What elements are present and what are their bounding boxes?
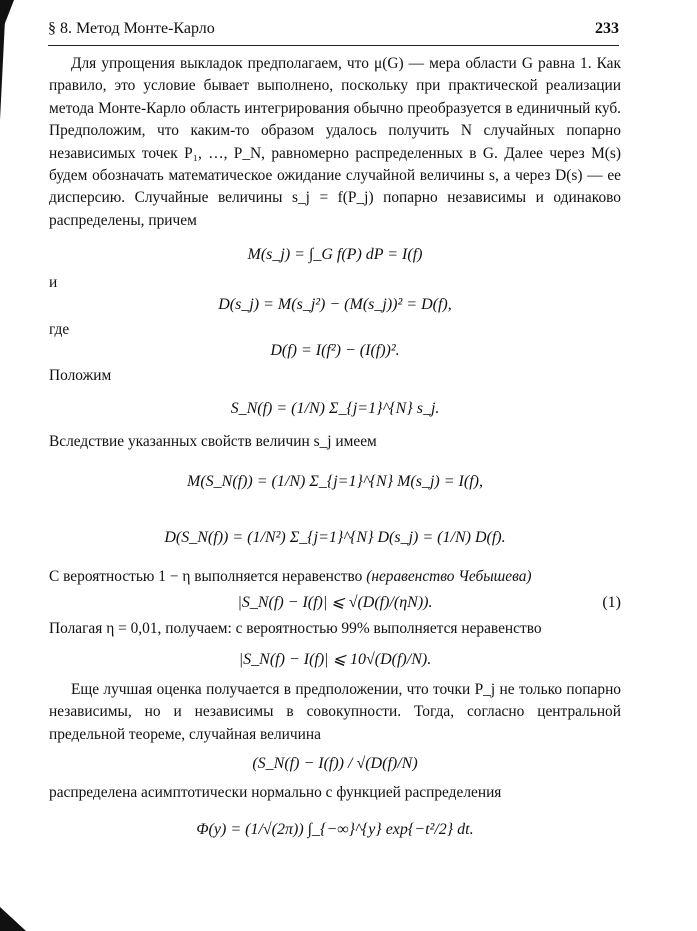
paragraph-distributed: распределена асимптотически нормально с функцией распределения: [49, 783, 502, 801]
formula-normalized: (S_N(f) − I(f)) / √(D(f)/N): [252, 754, 418, 772]
page-body: [49, 53, 621, 856]
header-rule: [48, 45, 619, 46]
paragraph-chebyshev: [49, 566, 621, 588]
formula-chebyshev: [49, 588, 621, 618]
paragraph-intro: Для упрощения выкладок предполагаем, что μ(G) — мера области G равна 1. Как правило, это условие бывает выполнено, поскольку при практической реализации метода Монте-Карло область интегрирования обычно преобразуется в единичный куб. Предположим, что каким-то образом удалось получить N случайных попарно независимых точек P₁, …, P_N, равномерно распределенных в G. Далее через M(s) будем обозначать математическое ожидание случайной величины s, а через D(s) — ее дисперсию. Случайные величины s_j = f(P_j) попарно независимы и одинаково распределены, причем: [49, 55, 621, 229]
formula-variance-of-sn: D(S_N(f)) = (1/N²) Σ_{j=1}^{N} D(s_j) = (1/N) D(f).: [164, 528, 506, 546]
paragraph-consequence: Вследствие указанных свойств величин s_j имеем: [49, 433, 377, 451]
chebyshev-name: (неравенство Чебышева): [366, 567, 532, 585]
paragraph-clt: Еще лучшая оценка получается в предположении, что точки P_j не только попарно независимы, но и независимы в совокупности. Тогда, согласно центральной предельной теореме, случайная величина: [49, 680, 621, 743]
formula-expectation: M(s_j) = ∫_G f(P) dP = I(f): [247, 246, 423, 264]
formula-mean-of-sn: M(S_N(f)) = (1/N) Σ_{j=1}^{N} M(s_j) = I(f),: [187, 472, 483, 490]
chebyshev-intro: С вероятностью 1 − η выполняется неравенство: [49, 567, 363, 585]
text-where: где: [49, 320, 70, 338]
page-header: [48, 20, 619, 42]
text-and: и: [49, 274, 58, 292]
text-let: Положим: [49, 367, 112, 385]
formula-sample-mean: S_N(f) = (1/N) Σ_{j=1}^{N} s_j.: [230, 400, 440, 418]
formula-variance-sj: D(s_j) = M(s_j²) − (M(s_j))² = D(f),: [218, 295, 452, 313]
scan-edge-shadow: [0, 0, 6, 120]
paragraph-eta: Полагая η = 0,01, получаем: с вероятностью 99% выполняется неравенство: [49, 620, 542, 638]
equation-number: (1): [602, 594, 621, 612]
chebyshev-inequality: |S_N(f) − I(f)| ⩽ √(D(f)/(ηN)).: [237, 594, 433, 612]
formula-normal-cdf: Φ(y) = (1/√(2π)) ∫_{−∞}^{y} exp{−t²/2} dt.: [196, 821, 474, 839]
formula-99-percent: |S_N(f) − I(f)| ⩽ 10√(D(f)/N).: [238, 650, 432, 668]
scan-corner-shadow-bottom: [0, 907, 26, 931]
page-number: 233: [595, 20, 619, 37]
running-head: § 8. Метод Монте-Карло: [48, 20, 215, 37]
formula-variance-f: D(f) = I(f²) − (I(f))².: [270, 342, 400, 360]
